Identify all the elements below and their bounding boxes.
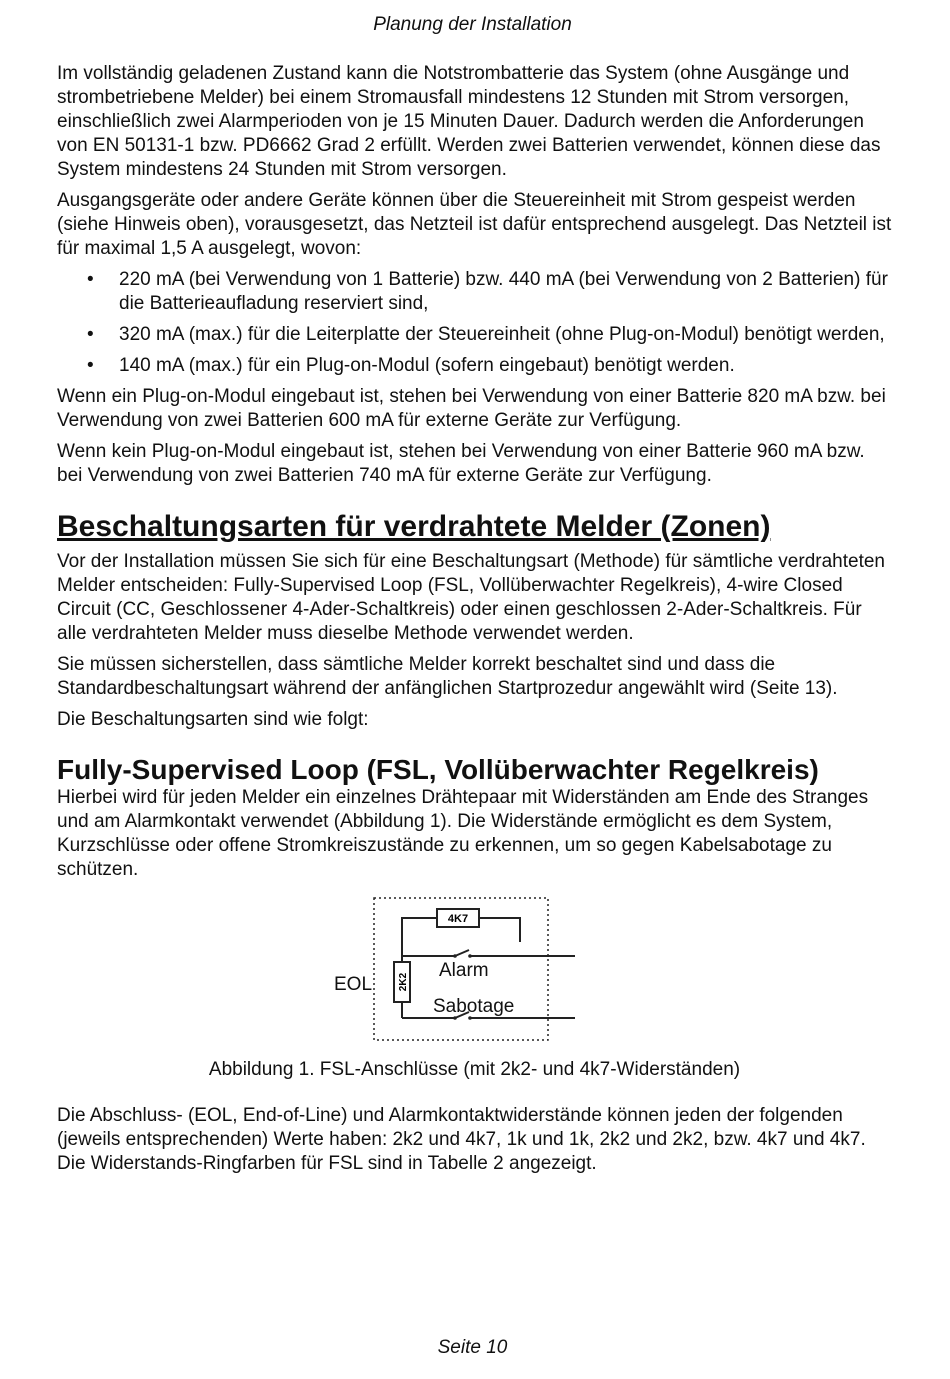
alarm-switch-pivot <box>453 954 457 958</box>
section-paragraph-1: Vor der Installation müssen Sie sich für eine Beschaltungsart (Methode) für sämtliche verdrahteten Melder entscheiden: Fully-Supervised Loop (FSL, Vollüberwachter Regelkreis), 4-wire Closed Circuit (CC, Geschlossener 4-Ader-Schaltkreis) oder einen geschlossen 2-Ader-Schaltkreis. Für alle verdrahteten Melder muss dieselbe Methode verwendet werden. <box>57 551 885 644</box>
list-item: • 220 mA (bei Verwendung von 1 Batterie) bzw. 440 mA (bei Verwendung von 2 Batterien) für die Batterieaufladung reserviert sind, <box>87 269 888 314</box>
page-content <box>57 62 892 1183</box>
intro-paragraph-1: Im vollständig geladenen Zustand kann die Notstrombatterie das System (ohne Ausgänge und strombetriebene Melder) bei einem Stromausfall mindestens 12 Stunden mit Strom versorgen, einschließlich zwei Alarmperioden von je 15 Minuten Dauer. Dadurch werden die Anforderungen von EN 50131-1 bzw. PD6662 Grad 2 erfüllt. Werden zwei Batterien verwendet, können diese das System mindestens 24 Stunden mit Strom versorgen. <box>57 63 881 180</box>
intro-paragraph-2: Ausgangsgeräte oder andere Geräte können über die Steuereinheit mit Strom gespeist werden (siehe Hinweis oben), vorausgesetzt, das Netzteil ist dafür entsprechend ausgelegt. Das Netzteil ist für maximal 1,5 A ausgelegt, wovon: <box>57 190 892 259</box>
section-heading: Beschaltungsarten für verdrahtete Melder (Zonen) <box>57 510 771 543</box>
fsl-wiring-diagram <box>57 892 892 1044</box>
bullet-icon: • <box>87 324 94 345</box>
figure-caption: Abbildung 1. FSL-Anschlüsse (mit 2k2- und 4k7-Widerständen) <box>208 1059 741 1080</box>
eol-label: EOL <box>334 974 373 995</box>
wire-top-left <box>402 918 437 956</box>
subsection-paragraph: Hierbei wird für jeden Melder ein einzelnes Drähtepaar mit Widerständen am Ende des Stranges und am Alarmkontakt verwendet (Abbildung 1). Die Widerstände ermöglicht es dem System, Kurzschlüsse oder offene Stromkreiszustände zu erkennen, um so gegen Kabelsabotage zu schützen. <box>57 787 869 880</box>
page-number: Seite 10 <box>437 1337 508 1358</box>
alarm-switch-contact <box>455 950 469 956</box>
section-paragraph-3: Die Beschaltungsarten sind wie folgt: <box>57 709 369 730</box>
list-item: • 140 mA (max.) für ein Plug-on-Modul (sofern eingebaut) benötigt werden. <box>87 355 735 376</box>
power-budget-list <box>57 268 892 378</box>
plugon-not-fitted-paragraph: Wenn kein Plug-on-Modul eingebaut ist, stehen bei Verwendung von einer Batterie 960 mA bzw. bei Verwendung von zwei Batterien 740 mA für externe Geräte zur Verfügung. <box>57 441 865 486</box>
alarm-label: Alarm <box>439 960 489 981</box>
plugon-fitted-paragraph: Wenn ein Plug-on-Modul eingebaut ist, stehen bei Verwendung von einer Batterie 820 mA bzw. bei Verwendung von zwei Batterien 600 mA für externe Geräte zur Verfügung. <box>57 386 886 431</box>
subsection-heading: Fully-Supervised Loop (FSL, Vollüberwachter Regelkreis) <box>57 754 819 785</box>
bullet-icon: • <box>87 269 94 290</box>
sabotage-label: Sabotage <box>433 996 515 1017</box>
section-paragraph-2: Sie müssen sicherstellen, dass sämtliche Melder korrekt beschaltet sind und dass die Standardbeschaltungsart während der anfänglichen Startprozedur angewählt wird (Seite 13). <box>57 654 838 699</box>
fsl-circuit-svg <box>327 892 587 1044</box>
wire-top-right <box>479 918 520 942</box>
closing-paragraph: Die Abschluss- (EOL, End-of-Line) und Alarmkontaktwiderstände können jeden der folgenden (jeweils entsprechenden) Werte haben: 2k2 und 4k7, 1k und 1k, 2k2 und 2k2, bzw. 4k7 und 4k7. Die Widerstands-Ringfarben für FSL sind in Tabelle 2 angezeigt. <box>57 1105 866 1174</box>
page-header: Planung der Installation <box>373 14 572 35</box>
bullet-icon: • <box>87 355 94 376</box>
resistor-4k7-label: 4K7 <box>447 913 469 925</box>
list-item: • 320 mA (max.) für die Leiterplatte der Steuereinheit (ohne Plug-on-Modul) benötigt werden, <box>87 324 885 345</box>
resistor-2k2-label: 2K2 <box>398 972 409 992</box>
